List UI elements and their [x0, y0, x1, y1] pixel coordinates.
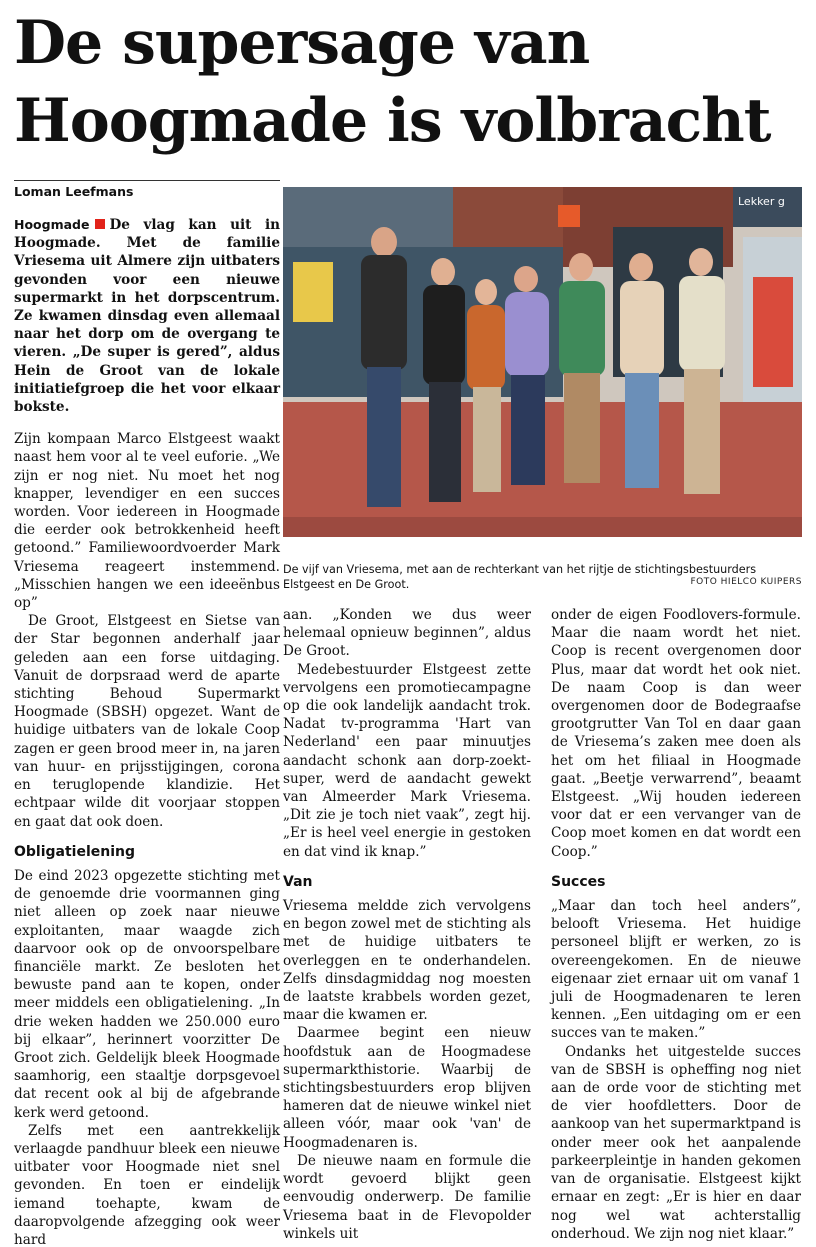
subhead-van: Van	[283, 873, 313, 890]
paragraph-12: Ondanks het uitgestelde succes van de SBSH is opheffing nog niet aan de orde voor de stichting met de vier hoofdletters. Door de aankoop van het supermarktpand is onder meer ook het aanpalende parkeerpleintje in handen gekomen van de organisatie. Elstgeest kijkt ernaar en zegt: „Er is hier en daar nog wel wat achterstallig onderhoud. We zijn nog niet klaar.”	[551, 1043, 801, 1242]
author-byline: Loman Leefmans	[14, 184, 134, 199]
byline-rule	[14, 180, 280, 181]
paragraph-3: De eind 2023 opgezette stichting met de genoemde drie voormannen ging niet alleen op zoek naar nieuwe exploitanten, maar waagde zich daarvoor ook op de onvoorspelbare financiële markt. Ze besloten het bewuste pand aan te kopen, onder meer middels een obligatielening. „In drie weken hadden we 250.000 euro bij elkaar”, herinnert voorzitter De Groot zich. Geldelijk bleek Hoogmade saamhorig, een staaltje dorpsgevoel dat recent ook al bij de afgebrande kerk werd getoond.	[14, 867, 280, 1121]
paragraph-11: „Maar dan toch heel anders”, belooft Vriesema. Het huidige personeel blijft er werken, zo is overeengekomen. En de nieuwe eigenaar ziet ernaar uit om vanaf 1 juli de Hoogmadenaren te leren kennen. „Een uitdaging om er een succes van te maken.”	[551, 898, 801, 1042]
group-photo-illustration	[283, 187, 802, 537]
article-column-1	[14, 216, 280, 1247]
paragraph-9: De nieuwe naam en formule die wordt gevoerd blijkt geen eenvoudig onderwerp. De familie Vriesema baat in de Flevopolder winkels uit	[283, 1152, 531, 1242]
paragraph-7: Vriesema meldde zich vervolgens en begon zowel met de stichting als met de huidige uitbaters te overleggen en te onderhandelen. Zelfs dinsdagmiddag nog moesten de laatste krabbels worden gezet, maar die kwamen er.	[283, 898, 531, 1024]
article-column-3	[551, 606, 801, 1243]
headline-line-1: De supersage van	[14, 8, 590, 78]
intro-paragraph	[14, 216, 280, 416]
article-column-2	[283, 606, 531, 1243]
photo-caption: De vijf van Vriesema, met aan de rechterkant van het rijtje de stichtingsbestuurders Elstgeest en De Groot.	[283, 563, 757, 591]
headline-line-2: Hoogmade is volbracht	[14, 86, 771, 156]
paragraph-2: De Groot, Elstgeest en Sietse van der Star begonnen anderhalf jaar geleden aan een forse uitdaging. Vanuit de dorpsraad werd de aparte stichting Behoud Supermarkt Hoogmade (SBSH) opgezet. Want de huidige uitbaters van de lokale Coop zagen er geen brood meer in, na jaren van huur- en prijsstijgingen, corona en teruglopende klandizie. Het echtpaar wilde dit voorjaar stoppen en gaat dat ook doen.	[14, 613, 280, 830]
subhead-succes: Succes	[551, 873, 606, 890]
paragraph-8: Daarmee begint een nieuw hoofdstuk aan de Hoogmadese supermarkthistorie. Waarbij de stichtingsbestuurders erop blijven hameren dat de nieuwe winkel niet alleen vóór, maar ook 'van' de Hoogmadenaren is.	[283, 1025, 531, 1151]
headline	[14, 4, 804, 160]
paragraph-5: aan. „Konden we dus weer helemaal opnieuw beginnen”, aldus De Groot.	[283, 607, 531, 660]
paragraph-10: onder de eigen Foodlovers-formule. Maar die naam wordt het niet. Coop is recent overgenomen door Plus, maar dat wordt het ook niet. De naam Coop is dan weer overgenomen door de Bodegraafse grootgrutter Van Tol en daar gaan de Vriesema’s zaken mee doen als het om het filiaal in Hoogmade gaat. „Beetje verwarrend”, beaamt Elstgeest. „Wij houden iedereen voor dat er een vervanger van de Coop moet komen en dat wordt een Coop.”	[551, 607, 801, 860]
article-photo	[283, 187, 802, 537]
store-sign-text: Lekker g	[738, 195, 785, 208]
dateline: Hoogmade	[14, 217, 90, 232]
paragraph-1: Zijn kompaan Marco Elstgeest waakt naast hem voor al te veel euforie. „We zijn er nog niet. Nu moet het nog knapper, levendiger en een succes worden. Voor iedereen in Hoogmade die eerder ook betrokkenheid heeft getoond.” Familiewoordvoerder Mark Vriesema reageert instemmend. „Misschien hangen we een ideeënbus op”	[14, 431, 280, 612]
paragraph-6: Medebestuurder Elstgeest zette vervolgens een promotiecampagne op die ook landelijk aandacht trok. Nadat tv-programma 'Hart van Nederland' een paar minuutjes aandacht schonk aan dorp-zoekt-super, werd de aandacht gewekt van Almeerder Mark Vriesema. „Dit zie je toch niet vaak”, zegt hij. „Er is heel veel energie in gestoken en dat vind ik knap.”	[283, 661, 531, 860]
subhead-obligatielening: Obligatielening	[14, 843, 136, 860]
paragraph-4: Zelfs met een aantrekkelijk verlaagde pandhuur bleek een nieuwe uitbater voor Hoogmade niet snel gevonden. En toen er eindelijk iemand toehapte, kwam de daaropvolgende afzegging ook weer hard	[14, 1122, 280, 1247]
photo-credit: FOTO HIELCO KUIPERS	[690, 577, 802, 587]
red-square-icon	[95, 219, 105, 229]
intro-text: De vlag kan uit in Hoogmade. Met de familie Vriesema uit Almere zijn uitbaters gevonden voor een nieuwe supermarkt in het dorpscentrum. Ze kwamen dinsdag even allemaal naar het dorp om de overgang te vieren. „De super is gered”, aldus Hein de Groot van de lokale initiatiefgroep die het voor elkaar bokste.	[14, 217, 280, 416]
